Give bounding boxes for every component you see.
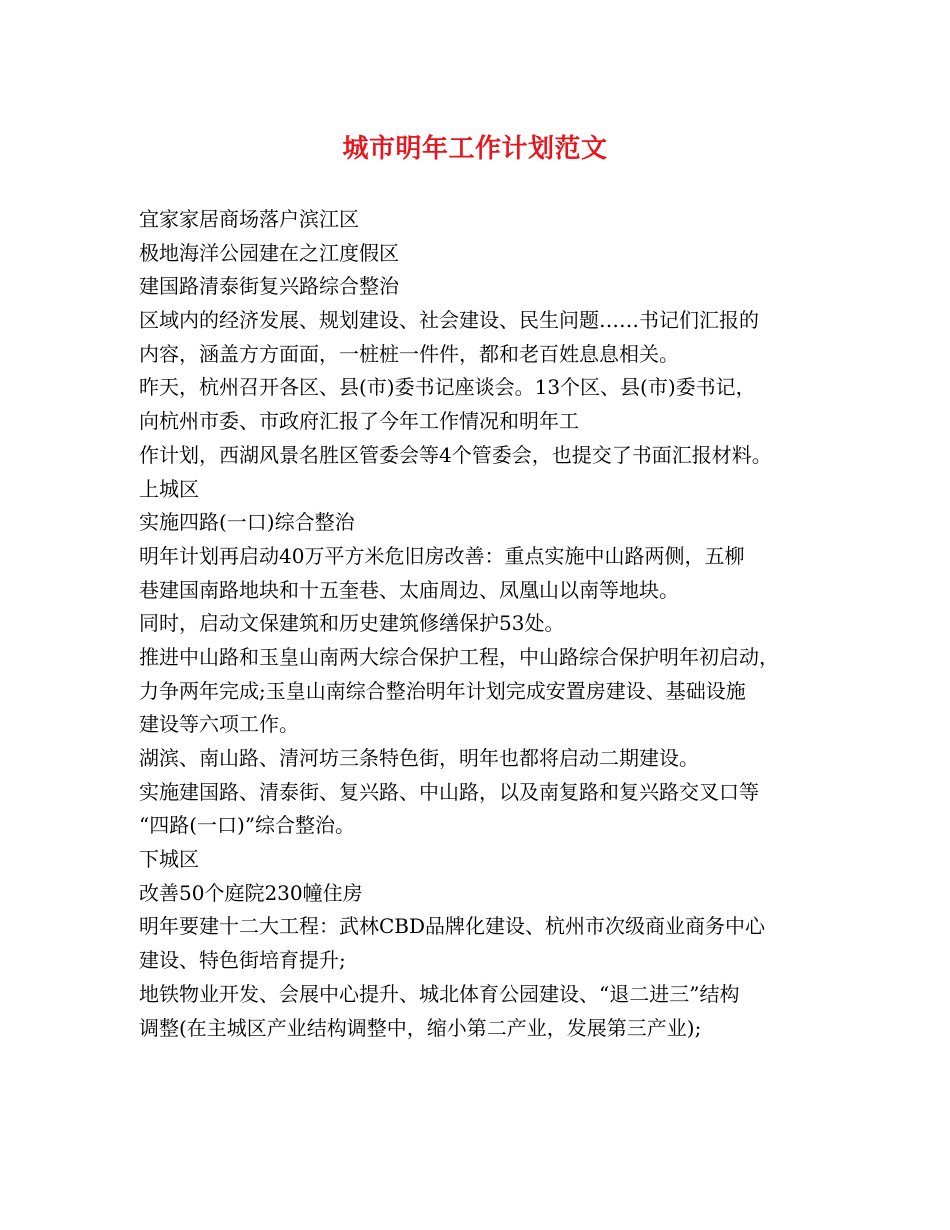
body-line: 推进中山路和玉皇山南两大综合保护工程，中山路综合保护明年初启动， xyxy=(139,644,779,669)
body-line: 向杭州市委、市政府汇报了今年工作情况和明年工 xyxy=(139,409,579,434)
body-line: 力争两年完成;玉皇山南综合整治明年计划完成安置房建设、基础设施 xyxy=(139,678,746,703)
body-line: 明年计划再启动40万平方米危旧房改善：重点实施中山路两侧，五柳 xyxy=(139,543,745,568)
body-line: 明年要建十二大工程：武林CBD品牌化建设、杭州市次级商业商务中心 xyxy=(139,914,766,939)
body-line: 调整(在主城区产业结构调整中，缩小第二产业，发展第三产业); xyxy=(139,1015,702,1040)
section-heading: 上城区 xyxy=(139,476,199,501)
body-line: 改善50个庭院230幢住房 xyxy=(139,880,363,905)
section-heading: 下城区 xyxy=(139,847,199,872)
body-line: 昨天，杭州召开各区、县(市)委书记座谈会。13个区、县(市)委书记， xyxy=(139,375,756,400)
body-line: 区域内的经济发展、规划建设、社会建设、民生问题……书记们汇报的 xyxy=(139,308,759,333)
body-line: 建国路清泰街复兴路综合整治 xyxy=(139,274,399,299)
document-title: 城市明年工作计划范文 xyxy=(342,134,608,164)
body-line: 实施建国路、清泰街、复兴路、中山路，以及南复路和复兴路交叉口等 xyxy=(139,779,759,804)
body-line: “四路(一口)”综合整治。 xyxy=(139,813,356,838)
body-line: 建设等六项工作。 xyxy=(139,712,299,737)
body-line: 巷建国南路地块和十五奎巷、太庙周边、凤凰山以南等地块。 xyxy=(139,577,679,602)
body-line: 地铁物业开发、会展中心提升、城北体育公园建设、“退二进三”结构 xyxy=(139,981,740,1006)
body-line: 湖滨、南山路、清河坊三条特色街，明年也都将启动二期建设。 xyxy=(139,746,699,770)
body-line: 同时，启动文保建筑和历史建筑修缮保护53处。 xyxy=(139,611,565,636)
body-line: 作计划，西湖风景名胜区管委会等4个管委会，也提交了书面汇报材料。 xyxy=(139,442,772,467)
body-line: 极地海洋公园建在之江度假区 xyxy=(139,240,399,265)
body-line: 建设、特色街培育提升; xyxy=(139,948,346,973)
body-line: 内容，涵盖方方面面，一桩桩一件件，都和老百姓息息相关。 xyxy=(139,341,679,366)
document-body xyxy=(139,203,839,1045)
body-line: 宜家家居商场落户滨江区 xyxy=(139,207,359,231)
body-line: 实施四路(一口)综合整治 xyxy=(139,510,355,535)
